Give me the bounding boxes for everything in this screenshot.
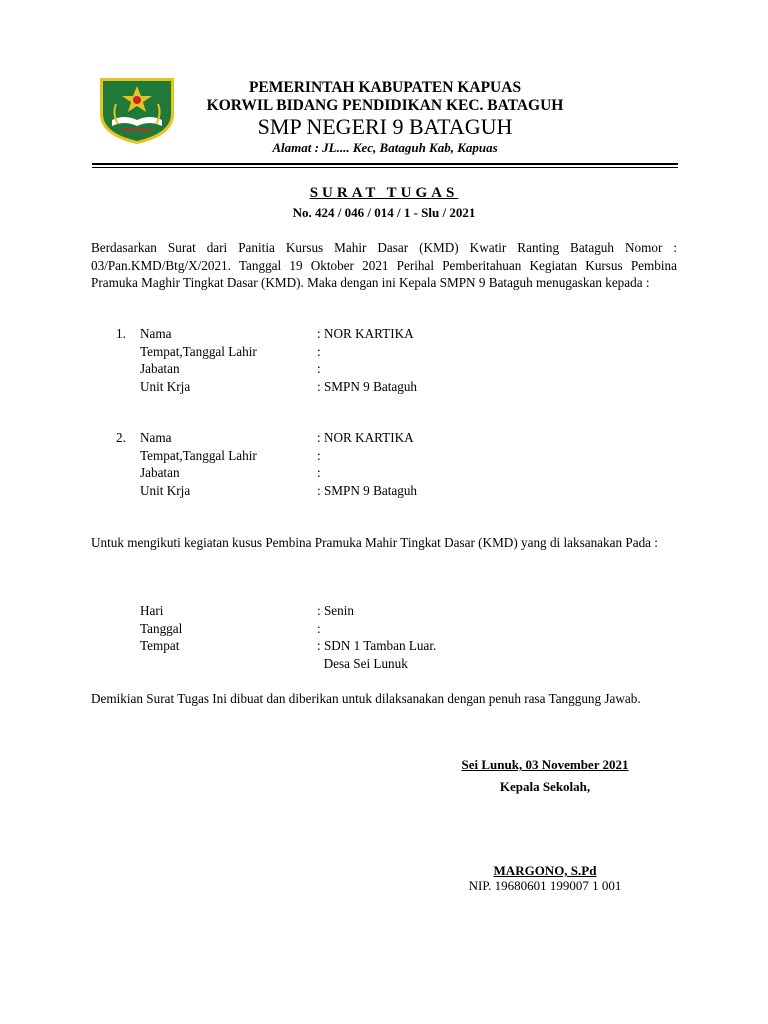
purpose-paragraph: Untuk mengikuti kegiatan kusus Pembina Pramuka Mahir Tingkat Dasar (KMD) yang di laksanakan Pada :	[91, 535, 658, 550]
field-label: Jabatan	[140, 465, 180, 480]
field-value: :	[317, 343, 321, 359]
field-label: Nama	[140, 326, 172, 341]
field-value: : SMPN 9 Bataguh	[317, 378, 418, 394]
letterhead-rule-thick	[92, 163, 678, 165]
event-value-continued: Desa Sei Lunuk	[317, 655, 408, 671]
person-number: 1.	[116, 326, 126, 341]
field-value: :	[317, 361, 321, 376]
closing-paragraph: Demikian Surat Tugas Ini dibuat dan diberikan untuk dilaksanakan dengan penuh rasa Tanggung Jawab.	[91, 691, 641, 706]
field-value: :	[317, 465, 321, 480]
document-number: No. 424 / 046 / 014 / 1 - Slu / 2021	[292, 205, 476, 220]
event-label: Tanggal	[140, 620, 183, 636]
letterhead-rule-thin	[92, 167, 678, 168]
header-address: Alamat : JL.... Kec, Bataguh Kab, Kapuas	[272, 140, 498, 155]
signature-nip: NIP. 19680601 199007 1 001	[468, 878, 622, 893]
field-value: : NOR KARTIKA	[317, 326, 414, 341]
field-value: : SMPN 9 Bataguh	[317, 482, 418, 498]
header-government: PEMERINTAH KABUPATEN KAPUAS	[248, 79, 522, 96]
document-title: SURAT TUGAS	[309, 185, 459, 201]
signature-name: MARGONO, S.Pd	[493, 863, 597, 878]
event-label: Hari	[140, 603, 164, 618]
event-value: :	[317, 620, 321, 636]
person-number: 2.	[116, 430, 126, 445]
field-label: Tempat,Tanggal Lahir	[140, 447, 257, 463]
field-value: : NOR KARTIKA	[317, 430, 414, 445]
intro-paragraph: Berdasarkan Surat dari Panitia Kursus Mahir Dasar (KMD) Kwatir Ranting Bataguh Nomor : 03/Pan.KMD/Btg/X/2021. Tanggal 19 Oktober 2021 Perihal Pemberitahuan Kegiatan Kursus Pembina Pramuka Maghir Tingkat Dasar (KMD). Maka dengan ini Kepala SMPN 9 Bataguh menugaskan kepada :	[91, 240, 677, 290]
event-value: : Senin	[317, 603, 354, 618]
field-label: Jabatan	[140, 361, 180, 376]
signature-place-date: Sei Lunuk, 03 November 2021	[461, 757, 629, 772]
header-school-name: SMP NEGERI 9 BATAGUH	[257, 114, 513, 139]
school-emblem-icon	[94, 74, 180, 146]
signature-role: Kepala Sekolah,	[499, 779, 591, 794]
header-korwil: KORWIL BIDANG PENDIDIKAN KEC. BATAGUH	[206, 97, 564, 114]
event-label: Tempat	[140, 638, 180, 653]
field-label: Unit Krja	[140, 378, 191, 394]
event-value: : SDN 1 Tamban Luar.	[317, 638, 437, 653]
field-label: Nama	[140, 430, 172, 445]
field-label: Unit Krja	[140, 482, 191, 498]
field-label: Tempat,Tanggal Lahir	[140, 343, 257, 359]
field-value: :	[317, 447, 321, 463]
